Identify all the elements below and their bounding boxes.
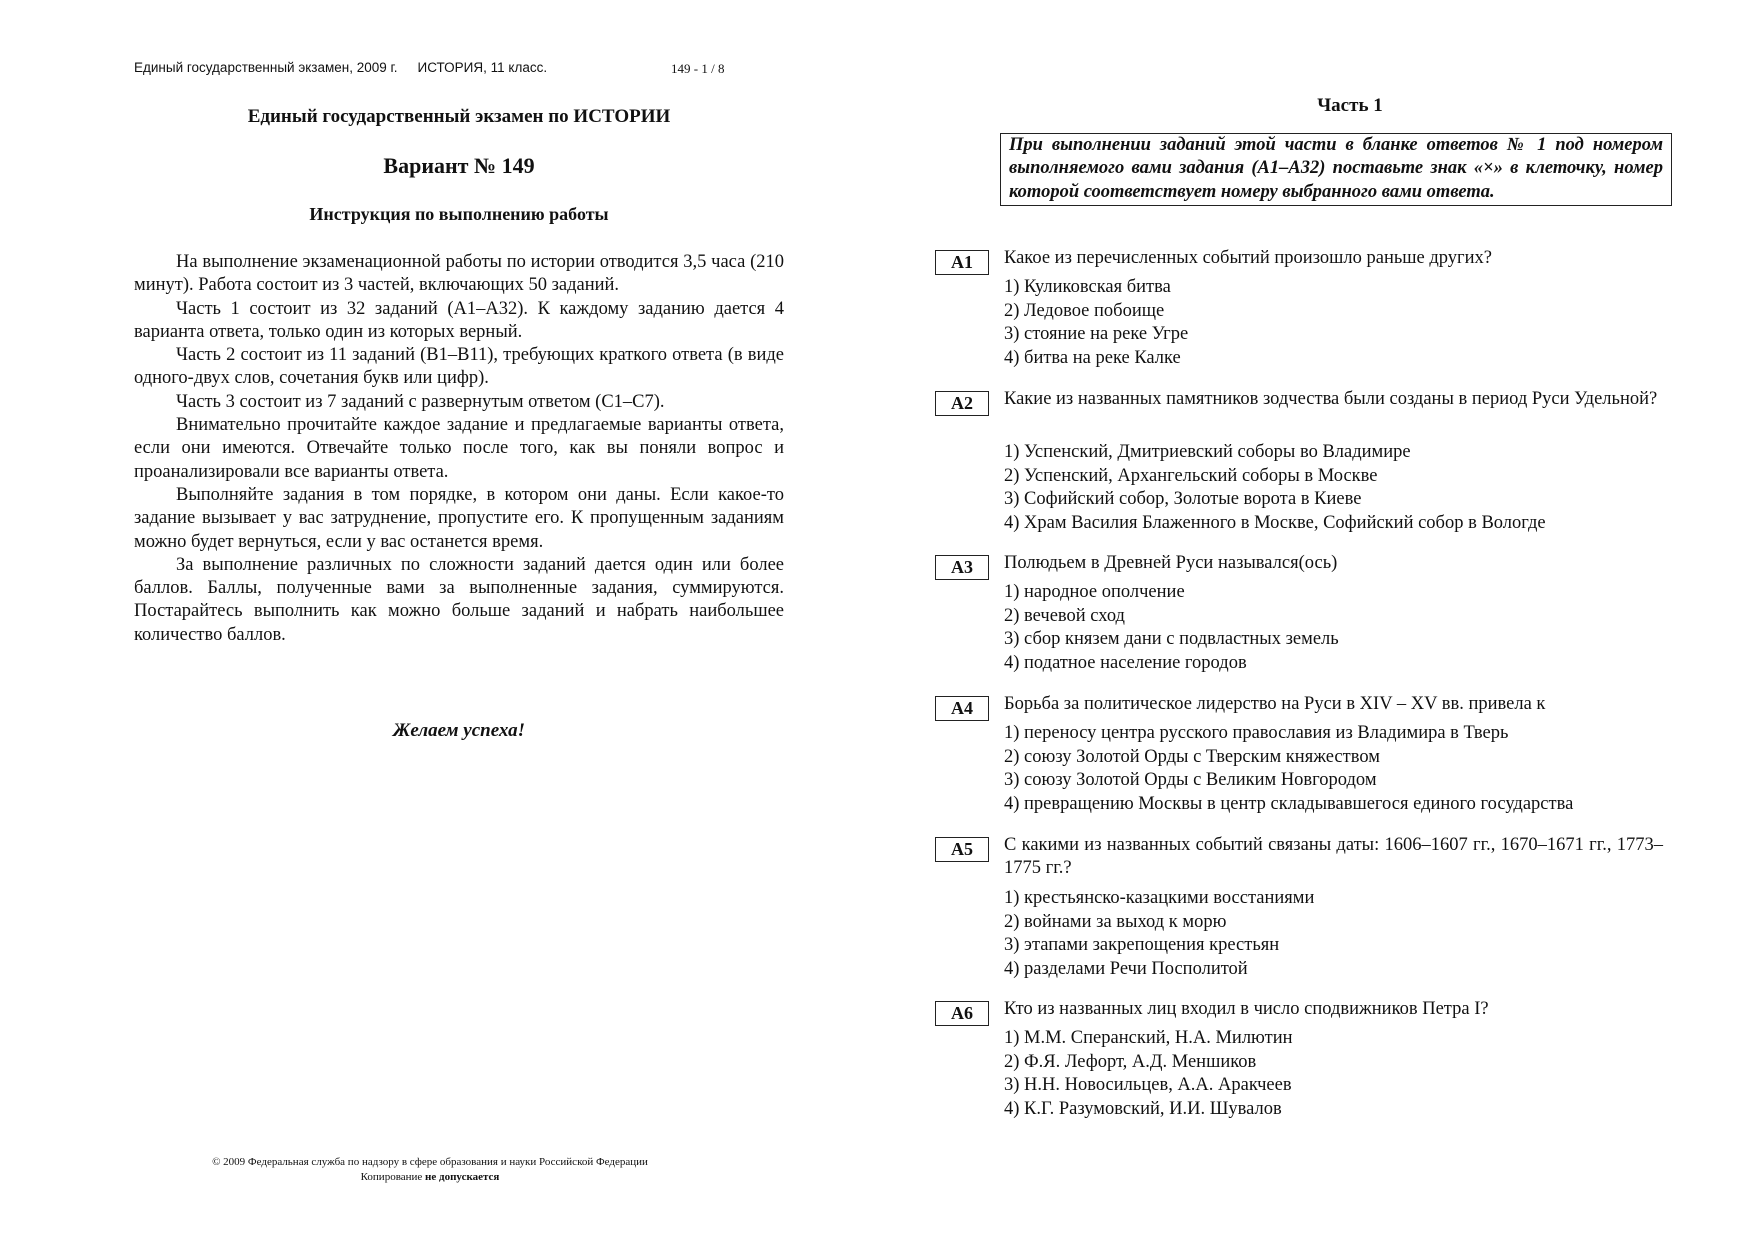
answer-option: 3) сбор князем дани с подвластных земель — [1004, 629, 1339, 650]
answer-options — [1004, 722, 1573, 816]
answer-option: 2) Успенский, Архангельский соборы в Москве — [1004, 465, 1378, 486]
answer-options — [1004, 276, 1188, 370]
answer-option: 3) стояние на реке Угре — [1004, 324, 1189, 345]
answer-option: 1) крестьянско-казацкими восстаниями — [1004, 888, 1315, 908]
answer-options — [1004, 1027, 1293, 1121]
copying-notice — [134, 1170, 726, 1185]
answer-option: 2) союзу Золотой Орды с Тверским княжеством — [1004, 746, 1380, 767]
answer-option: 3) Н.Н. Новосильцев, А.А. Аракчеев — [1004, 1075, 1292, 1096]
copying-prefix: Копирование — [360, 1171, 423, 1183]
answer-option: 2) Ледовое побоище — [1004, 300, 1165, 321]
answer-option: 1) переносу центра русского православия из Владимира в Тверь — [1004, 723, 1509, 743]
answer-option: 3) Софийский собор, Золотые ворота в Киеве — [1004, 489, 1362, 510]
answer-option: 4) К.Г. Разумовский, И.И. Шувалов — [1004, 1098, 1282, 1119]
copyright-line: © 2009 Федеральная служба по надзору в сфере образования и науки Российской Федерации — [212, 1156, 648, 1168]
part-instructions-box: При выполнении заданий этой части в бланке ответов № 1 под номером выполняемого вами задания (А1–А32) поставьте знак «×» в клеточку, номер которой соответствует номеру выбранного вами ответа. — [1000, 133, 1672, 206]
task-question: Какое из перечисленных событий произошло раньше других? — [1004, 248, 1492, 268]
answer-option: 1) Куликовская битва — [1004, 277, 1171, 297]
copying-bold: не допускается — [425, 1171, 500, 1183]
task-question: Кто из названных лиц входил в число сподвижников Петра I? — [1004, 999, 1489, 1019]
task-question: С какими из названных событий связаны даты: 1606–1607 гг., 1670–1671 гг., 1773–1775 гг.? — [1004, 835, 1663, 879]
answer-option: 3) этапами закрепощения крестьян — [1004, 935, 1280, 956]
task-question: Какие из названных памятников зодчества были созданы в период Руси Удельной? — [1004, 389, 1658, 409]
answer-option: 2) войнами за выход к морю — [1004, 911, 1227, 932]
good-luck-text: Желаем успеха! — [392, 720, 526, 741]
answer-option: 2) Ф.Я. Лефорт, А.Д. Меншиков — [1004, 1051, 1257, 1072]
instruction-text — [134, 251, 784, 647]
copyright-footer — [134, 1155, 726, 1185]
answer-option: 3) союзу Золотой Орды с Великим Новгородом — [1004, 770, 1377, 791]
task-question: Полюдьем в Древней Руси назывался(ось) — [1004, 553, 1338, 573]
answer-option: 1) народное ополчение — [1004, 582, 1185, 602]
answer-option: 1) М.М. Сперанский, Н.А. Милютин — [1004, 1028, 1293, 1048]
answer-options — [1004, 887, 1314, 981]
instruction-title: Инструкция по выполнению работы — [309, 204, 609, 224]
header-subject: ИСТОРИЯ, 11 класс. — [417, 60, 548, 75]
answer-option: 2) вечевой сход — [1004, 605, 1125, 626]
task-number-box: A1 — [935, 250, 989, 275]
exam-title: Единый государственный экзамен по ИСТОРИИ — [247, 106, 671, 127]
answer-option: 4) Храм Василия Блаженного в Москве, Софийский собор в Вологде — [1004, 512, 1546, 533]
instruction-paragraph: За выполнение различных по сложности заданий дается один или более баллов. Баллы, полученные вами за выполненные задания, суммируются. Постарайтесь выполнить как можно больше заданий и набрать наибольшее количество баллов. — [134, 554, 784, 645]
header-page-number: 149 - 1 / 8 — [671, 61, 725, 76]
instruction-paragraph: Внимательно прочитайте каждое задание и предлагаемые варианты ответа, если они имеются. Отвечайте только после того, как вы поняли вопрос и проанализировали все варианты ответа. — [134, 415, 784, 482]
answer-option: 4) превращению Москвы в центр складывавшегося единого государства — [1004, 793, 1574, 814]
task-number-box: A3 — [935, 555, 989, 580]
instruction-paragraph: Часть 1 состоит из 32 заданий (А1–А32). К каждому заданию дается 4 варианта ответа, только один из которых верный. — [134, 298, 784, 342]
variant-title: Вариант № 149 — [383, 153, 535, 178]
answer-option: 4) податное население городов — [1004, 652, 1247, 673]
part-title: Часть 1 — [1317, 95, 1383, 116]
answer-option: 4) разделами Речи Посполитой — [1004, 958, 1248, 979]
task-number-box: A2 — [935, 391, 989, 416]
instruction-paragraph: Часть 3 состоит из 7 заданий с развернутым ответом (С1–С7). — [176, 391, 665, 412]
answer-options — [1004, 581, 1339, 675]
answer-option: 4) битва на реке Калке — [1004, 347, 1181, 368]
page-header — [134, 60, 725, 76]
task-number-box: A5 — [935, 837, 989, 862]
answer-options — [1004, 441, 1546, 535]
task-question: Борьба за политическое лидерство на Руси в XIV – XV вв. привела к — [1004, 694, 1546, 714]
task-number-box: A4 — [935, 696, 989, 721]
answer-option: 1) Успенский, Дмитриевский соборы во Владимире — [1004, 442, 1411, 462]
instruction-paragraph: Часть 2 состоит из 11 заданий (В1–В11), требующих краткого ответа (в виде одного-двух слов, сочетания букв или цифр). — [134, 345, 784, 389]
instruction-paragraph: На выполнение экзаменационной работы по истории отводится 3,5 часа (210 минут). Работа состоит из 3 частей, включающих 50 заданий. — [134, 252, 784, 296]
instruction-paragraph: Выполняйте задания в том порядке, в котором они даны. Если какое-то задание вызывает у вас затруднение, пропустите его. К пропущенным заданиям можно будет вернуться, если у вас останется время. — [134, 484, 784, 552]
task-number-box: A6 — [935, 1001, 989, 1026]
header-exam: Единый государственный экзамен, 2009 г. — [134, 60, 398, 75]
